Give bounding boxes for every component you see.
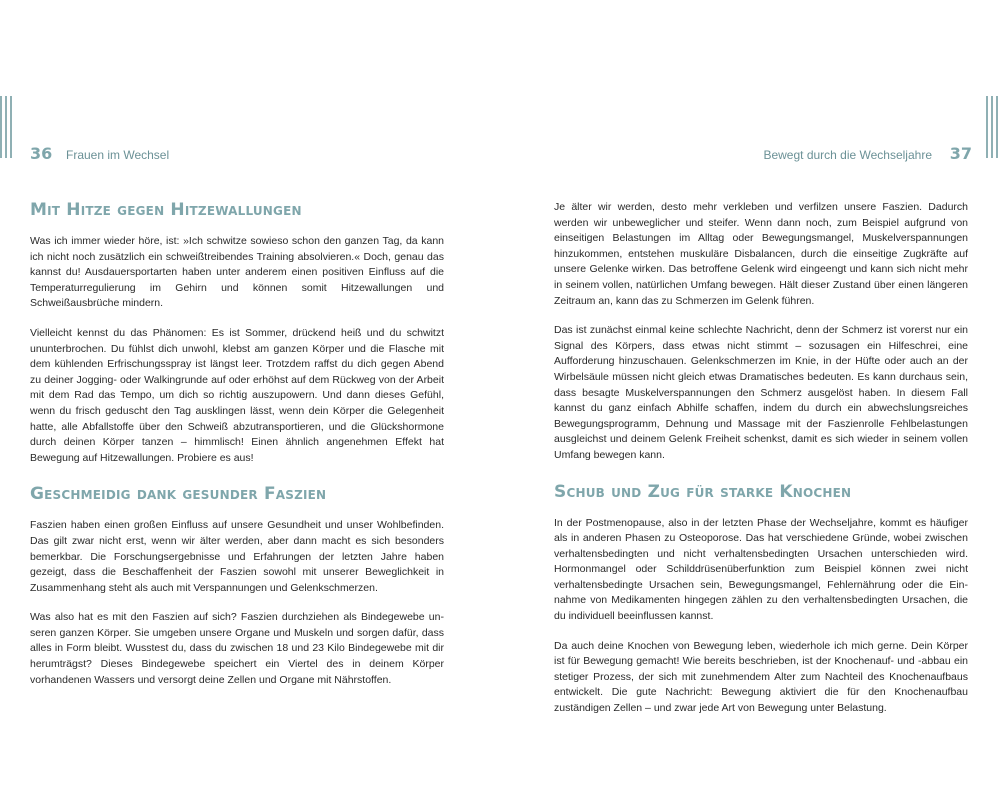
page-edge-marker [986,96,998,158]
paragraph: Was ich immer wieder höre, ist: »Ich schwitze sowieso schon den ganzen Tag, da kann ich nicht noch zusätzlich ein schweißtreibendes Training absolvieren.« Doch, genau das kannst du! Ausdauersportarten haben unter anderem einen positiven Einfluss auf die Temperaturregulierung im Gehirn und können somit Hitzewallungen und Schweißausbrüche mindern. [30,235,444,310]
running-head: Frauen im Wechsel [66,148,170,162]
paragraph: Das ist zunächst einmal keine schlechte Nachricht, denn der Schmerz ist vorerst nur ein Signal des Körpers, dass etwas nicht stimmt – sozusagen ein Hilfeschrei, eine Aufforderung hinzuschauen. Gelenkschmerzen im Knie, in der Hüfte oder auch an der Wirbelsäule müssen nicht gleich etwas Dramatisches bedeuten. Es kann durchaus sein, dass besagte Muskelverspannungen den Schmerz ausgelöst haben. In diesem Fall kannst du ganz einfach Abhilfe schaffen, indem du durch ein abwechslungsreiches Bewegungsprogramm, Dehnung und Massage mit der Faszienrolle Fehlbelastungen ausgleichst und deinem Gelenk Freiheit schenkst, damit es sich wieder in seinem vollen Umfang bewegen kann. [554,324,968,461]
section-heading: Schub und Zug für starke Knochen [554,481,852,502]
page-number: 37 [949,144,972,163]
text-column [30,200,444,702]
paragraph: Je älter wir werden, desto mehr verkleben und verfilzen unsere Faszien. Dadurch werden wir unbeweglicher und steifer. Wenn dann noch, zum Beispiel aufgrund von einseitigen Belastungen im Alltag oder Bewegungsmangel, Muskelverspannungen hinzukommen, entstehen muskuläre Disbalancen, durch die einseitige Zugkräfte auf unsere Gelenke wirken. Das betroffene Gelenk wird eingeengt und kann sich nicht mehr in seinem vollen, natürlichen Umfang bewegen. Hält dieser Zustand über einen längeren Zeitraum an, kann das zu Schmerzen im Gelenk führen. [554,201,968,307]
text-column [554,200,968,731]
right-page [500,0,1000,800]
page-number: 36 [30,144,53,163]
paragraph: In der Postmenopause, also in der letzten Phase der Wechseljahre, kommt es häufiger als in anderen Phasen zu Osteoporose. Das hat verschiedene Gründe, wobei zwischen verhaltensbedingten und nicht verhaltensbedingten Ursachen unterschieden wird. Hormonmangel oder Schilddrüsenüberfunktion zum Beispiel können zwei nicht verhaltensbedingte Ursachen sein, Bewegungsmangel, Fehlernährung oder die Einnahme von Medikamenten hingegen zählen zu den verhaltensbedingten Ursachen, die du individuell beeinflussen kannst. [554,516,968,623]
section-heading: Geschmeidig dank gesunder Faszien [30,484,327,505]
paragraph: Faszien haben einen großen Einfluss auf unsere Gesundheit und unser Wohlbefinden. Das gilt zwar nicht erst, wenn wir älter werden, aber dann macht es sich besonders bemerkbar. Die Forschungsergebnisse und Erfahrungen der letzten Jahre haben gezeigt, dass die Beschaffenheit der Faszien sowohl mit unserer Beweglichkeit in Zusammenhang steht als auch mit Verspannungen und Gelenkschmerzen. [30,519,444,594]
paragraph: Vielleicht kennst du das Phänomen: Es ist Sommer, drückend heiß und du schwitzt ununterbrochen. Du fühlst dich unwohl, klebst am ganzen Körper und die Flasche mit dem kühlenden Erfrischungsspray ist längst leer. Trotzdem raffst du dich gegen Abend zu deiner Jogging- oder Walkingrunde auf oder erhöhst auf dem Rückweg von der Arbeit mit dem Rad das Tempo, um dich so richtig auszupowern. Und dann dieses Gefühl, wenn du frisch geduscht den Tag ausklingen lässt, wenn dein Körper die Gelegenheit hatte, alle Abfallstoffe über den Schweiß abzutransportieren, und die Glückshormone durch deinen Körper tanzen – himmlisch! Einen ähnlich angenehmen Effekt hat Bewegung auf Hitzewallungen. Probiere es aus! [30,326,444,464]
page-edge-marker [0,96,12,158]
running-head: Bewegt durch die Wechseljahre [763,148,932,162]
paragraph: Da auch deine Knochen von Bewegung leben, wiederhole ich mich gerne. Dein Körper ist für Bewegung gemacht! Wie bereits beschrieben, ist der Knochenauf- und -abbau ein stetiger Prozess, der sich mit zunehmendem Alter zum Nachteil des Knochenaufbaus entwickelt. Die gute Nachricht: Bewegung aktiviert die für den Knochenaufbau zuständigen Zellen – und zwar jede Art von Bewegung unter Belastung. [554,639,968,715]
paragraph: Was also hat es mit den Faszien auf sich? Faszien durchziehen als Bindegewebe unseren ganzen Körper. Sie umgeben unsere Organe und Muskeln und sorgen dafür, dass alles in Form bleibt. Wusstest du, dass du zwischen 18 und 23 Kilo Bindegewebe mit dir herumträgst? Dieses Bindegewebe speichert ein Viertel des in deinem Körper vorhandenen Wassers und versorgt deine Zellen und Organe mit Nährstoffen. [30,611,444,686]
section-heading: Mit Hitze gegen Hitzewallungen [30,200,302,220]
